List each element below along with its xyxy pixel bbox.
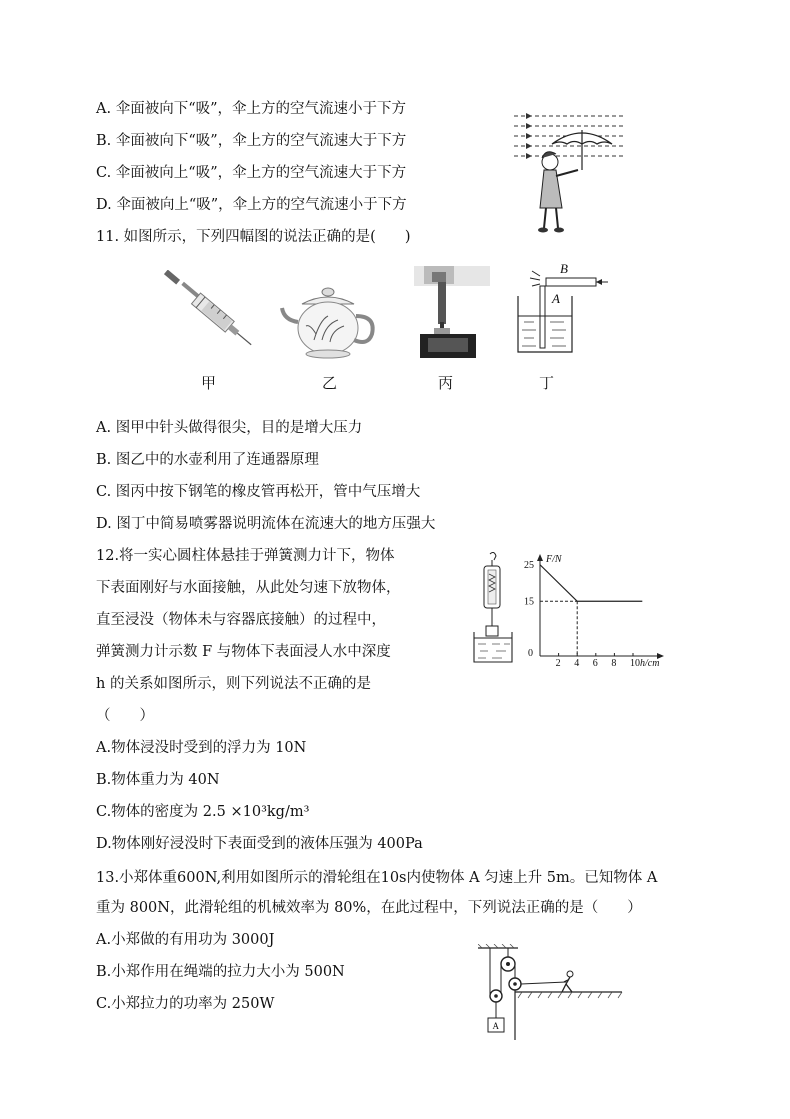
pen-ink-figure (414, 266, 490, 358)
q11-option-a: A. 图甲中针头做得很尖，目的是增大压力 (96, 420, 363, 436)
q11-option-c: C. 图丙中按下钢笔的橡皮管再松开，管中气压增大 (96, 484, 421, 500)
q12-stem-line-5: h 的关系如图所示，则下列说法不正确的是 (96, 676, 371, 692)
q12-stem-line-2: 下表面刚好与水面接触，从此处匀速下放物体， (96, 580, 401, 596)
caption-jia: 甲 (201, 374, 217, 392)
q13-stem-line-2: 重为 800N，此滑轮组的机械效率为 80%，在此过程中，下列说法正确的是（ ） (96, 900, 642, 916)
q12-stem-line-3: 直至浸没（物体未与容器底接触）的过程中， (96, 612, 386, 628)
pulley-figure (478, 944, 628, 1040)
x-tick-label-6: 6 (592, 658, 598, 668)
q12-option-d: D.物体刚好浸没时下表面受到的液体压强为 400Pa (96, 836, 423, 852)
q11-stem: 11. 如图所示，下列四幅图的说法正确的是( ) (96, 229, 411, 245)
q11-option-d: D. 图丁中简易喷雾器说明流体在流速大的地方压强大 (96, 516, 436, 532)
q12-stem-line-6: （ ） (96, 708, 154, 724)
caption-yi: 乙 (322, 374, 338, 392)
q12-stem-line-1: 12.将一实心圆柱体悬挂于弹簧测力计下，物体 (96, 548, 395, 564)
f-h-chart (520, 552, 670, 668)
y-axis-label: F/N (546, 554, 562, 565)
block-a-label: A (492, 1021, 499, 1031)
q13-stem-line-1: 13.小郑体重600N,利用如图所示的滑轮组在10s内使物体 A 匀速上升 5m。已知物体 A (96, 870, 658, 886)
y-tick-label-25: 25 (524, 559, 534, 571)
q13-option-c: C.小郑拉力的功率为 250W (96, 996, 275, 1012)
y-tick-label-0: 0 (528, 648, 533, 659)
x-tick-label-2: 2 (555, 658, 561, 668)
q10-option-c: C. 伞面被向上“吸”，伞上方的空气流速大于下方 (96, 165, 407, 181)
caption-ding: 丁 (539, 374, 555, 392)
q10-option-b: B. 伞面被向下“吸”，伞上方的空气流速大于下方 (96, 133, 407, 149)
syringe-figure (162, 270, 254, 360)
x-tick-label-10: 10 (630, 658, 640, 668)
x-axis-label: h/cm (640, 658, 660, 668)
q10-option-a: A. 伞面被向下“吸”，伞上方的空气流速小于下方 (96, 101, 407, 117)
umbrella-figure (512, 108, 632, 238)
q12-option-c: C.物体的密度为 2.5 ×10³kg/m³ (96, 804, 310, 820)
q10-option-d: D. 伞面被向上“吸”，伞上方的空气流速小于下方 (96, 197, 407, 213)
q12-option-a: A.物体浸没时受到的浮力为 10N (96, 740, 307, 756)
label-a: A (552, 291, 560, 306)
y-tick-label-15: 15 (524, 596, 534, 608)
x-tick-label-4: 4 (574, 658, 580, 668)
teapot-figure (280, 280, 380, 360)
q12-stem-line-4: 弹簧测力计示数 F 与物体下表面浸人水中深度 (96, 644, 391, 660)
sprayer-figure (510, 258, 610, 358)
label-b: B (560, 261, 568, 276)
caption-bing: 丙 (438, 374, 454, 392)
q13-option-b: B.小郑作用在绳端的拉力大小为 500N (96, 964, 345, 980)
q11-option-b: B. 图乙中的水壶利用了连通器原理 (96, 452, 319, 468)
series-line-0 (540, 565, 642, 602)
x-tick-label-8: 8 (611, 658, 617, 668)
q12-option-b: B.物体重力为 40N (96, 772, 220, 788)
q13-option-a: A.小郑做的有用功为 3000J (96, 932, 275, 948)
